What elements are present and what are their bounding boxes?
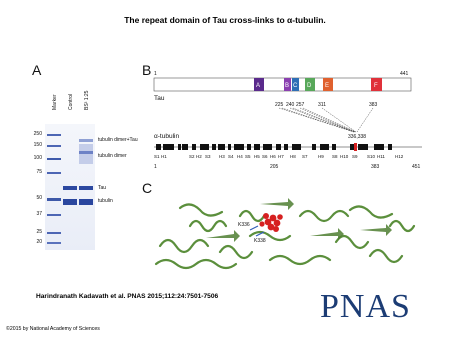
bs3-dimer-tau-band — [79, 139, 93, 142]
citation: Harindranath Kadavath et al. PNAS 2015;112:24:7501-7506 — [36, 293, 219, 300]
tubulin-pos-451: 451 — [412, 164, 421, 170]
slide-title: The repeat domain of Tau cross-links to α-tubulin. — [124, 15, 326, 25]
tubulin-el: S6 — [262, 154, 268, 159]
tau-site-257: 257 — [296, 102, 305, 108]
panel-a-letter: A — [32, 62, 42, 78]
bs3-dimer-band — [79, 151, 93, 154]
tau-domain-f-label: F — [374, 83, 378, 89]
tubulin-site-label: 336,338 — [348, 134, 367, 140]
band-label-tau: Tau — [98, 185, 107, 191]
mw-label: 150 — [33, 142, 42, 148]
gel-lane-marker-label: Marker — [52, 94, 58, 110]
tubulin-el: H10 — [340, 154, 349, 159]
marker-band — [47, 214, 61, 216]
tau-domain-c-label: C — [293, 83, 298, 89]
gel-lane-control-label: Control — [68, 93, 74, 110]
site-label-k338: K338 — [254, 238, 266, 244]
tubulin-el: H3 — [219, 154, 225, 159]
mw-label: 25 — [36, 229, 42, 235]
tubulin-el: S2 — [189, 154, 195, 159]
tubulin-el: S1 — [154, 154, 160, 159]
mw-label: 37 — [36, 211, 42, 217]
tubulin-el: S9 — [352, 154, 358, 159]
tubulin-el: H12 — [395, 154, 404, 159]
marker-band — [47, 172, 61, 174]
tubulin-el: H7 — [278, 154, 284, 159]
tubulin-el: H9 — [318, 154, 324, 159]
tubulin-el: S7 — [302, 154, 308, 159]
marker-band — [47, 242, 61, 244]
tubulin-el: S10 — [367, 154, 376, 159]
tubulin-label: α-tubulin — [154, 133, 180, 140]
band-label-dimer: tubulin dimer — [98, 153, 127, 159]
mw-label: 75 — [36, 169, 42, 175]
pnas-logo: PNAS — [320, 288, 411, 325]
tubulin-el: S4 — [228, 154, 234, 159]
tubulin-el: H1 — [161, 154, 167, 159]
tau-site-240: 240 — [286, 102, 295, 108]
tau-end-label: 441 — [400, 71, 409, 77]
tubulin-pos-205: 205 — [270, 164, 279, 170]
tubulin-el: H5 — [254, 154, 260, 159]
mw-label: 20 — [36, 239, 42, 245]
control-tubulin-band — [63, 199, 77, 205]
marker-band — [47, 134, 61, 136]
tubulin-el: S8 — [332, 154, 338, 159]
marker-band — [47, 145, 61, 147]
mw-label: 50 — [36, 195, 42, 201]
tubulin-el: H2 — [196, 154, 202, 159]
tau-domain-d-label: D — [307, 83, 312, 89]
band-label-tubulin: tubulin — [98, 198, 113, 204]
tau-domain-e-label: E — [325, 83, 330, 89]
mw-label: 100 — [33, 155, 42, 161]
gel-image — [45, 124, 95, 250]
protein-structure — [150, 186, 422, 274]
tau-start-label: 1 — [154, 71, 157, 77]
bs3-tau-band — [79, 186, 93, 190]
crosslink-lines — [279, 108, 373, 132]
mw-label: 250 — [33, 131, 42, 137]
sheet-strands — [206, 198, 392, 242]
panel-b-letter: B — [142, 62, 152, 78]
control-tau-band — [63, 186, 77, 190]
tubulin-el: H6 — [270, 154, 276, 159]
figure — [28, 62, 426, 274]
site-label-k336: K336 — [238, 222, 250, 228]
tau-domain-a-label: A — [256, 83, 261, 89]
tubulin-el: S5 — [245, 154, 251, 159]
tubulin-el: H4 — [237, 154, 243, 159]
tau-site-311: 311 — [318, 102, 326, 108]
marker-band — [47, 158, 61, 160]
tubulin-pos-1: 1 — [154, 164, 157, 170]
tubulin-pos-383: 383 — [371, 164, 380, 170]
domain-map — [142, 66, 426, 178]
ribbon-cartoon — [156, 204, 414, 268]
panel-c-letter: C — [142, 180, 153, 196]
tau-domain-b-label: B — [285, 83, 290, 89]
tubulin-el: H8 — [290, 154, 296, 159]
tau-label: Tau — [154, 95, 165, 102]
gel-lane-bs3-label: BS³ 1:25 — [84, 90, 90, 110]
marker-band — [47, 232, 61, 234]
tubulin-el: S3 — [205, 154, 211, 159]
tau-site-383: 383 — [369, 102, 378, 108]
marker-band — [47, 198, 61, 201]
tubulin-crosslink-marker — [354, 143, 357, 151]
tau-site-225: 225 — [275, 102, 284, 108]
bs3-tubulin-band — [79, 199, 93, 205]
copyright: ©2015 by National Academy of Sciences — [6, 326, 100, 332]
tubulin-el: H11 — [377, 154, 385, 159]
band-label-dimer-tau: tubulin dimer+Tau — [98, 137, 138, 143]
